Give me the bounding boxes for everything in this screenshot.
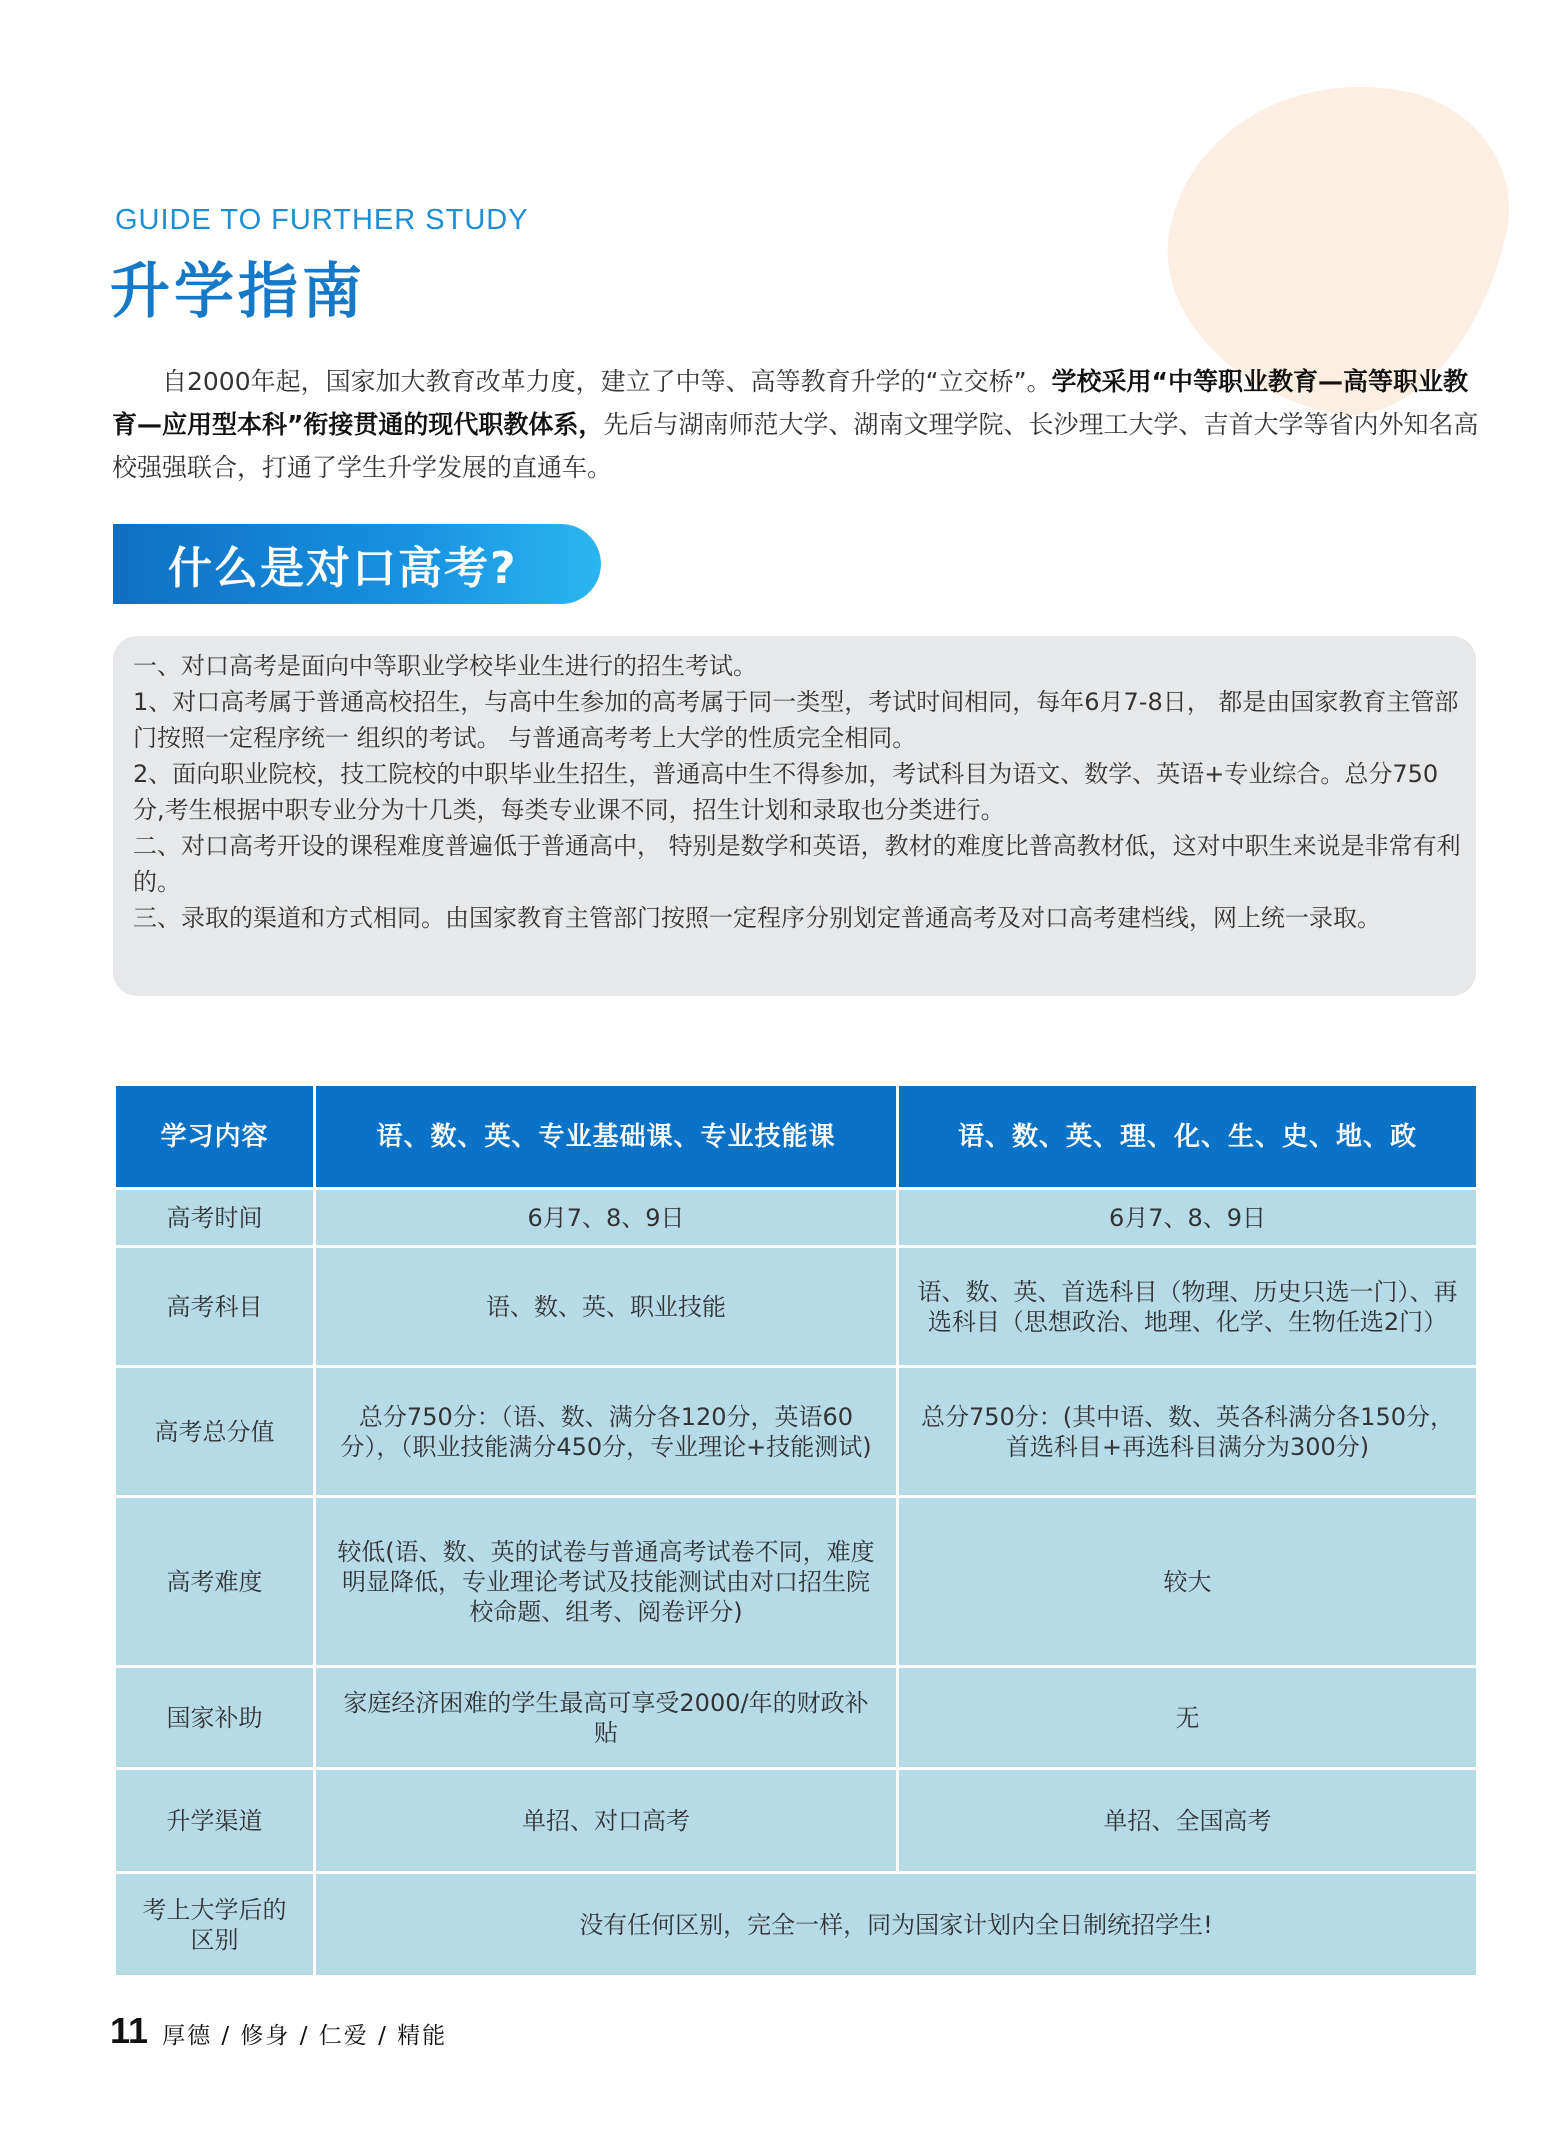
- table-cell: 6月7、8、9日: [898, 1189, 1478, 1247]
- table-cell: 单招、全国高考: [898, 1769, 1478, 1873]
- table-row: [115, 1367, 1478, 1497]
- table-cell: 6月7、8、9日: [315, 1189, 898, 1247]
- explain-line: 三、录取的渠道和方式相同。由国家教育主管部门按照一定程序分别划定普通高考及对口高考建档线，网上统一录取。: [133, 904, 1381, 932]
- row-head: 高考科目: [115, 1247, 315, 1367]
- page-footer: [110, 2010, 447, 2052]
- explanation-box: [113, 636, 1476, 996]
- table-header-cell: 语、数、英、专业基础课、专业技能课: [315, 1085, 898, 1189]
- row-head: 国家补助: [115, 1667, 315, 1769]
- table-cell: 没有任何区别，完全一样，同为国家计划内全日制统招学生!: [315, 1873, 1478, 1977]
- table-cell: 总分750分：(其中语、数、英各科满分各150分， 首选科目+再选科目满分为300分): [898, 1367, 1478, 1497]
- explain-line: 二、对口高考开设的课程难度普遍低于普通高中， 特别是数学和英语，教材的难度比普高教材低，这对中职生来说是非常有利的。: [133, 832, 1461, 896]
- section-eyebrow: GUIDE TO FURTHER STUDY: [115, 204, 529, 236]
- table-cell: 较大: [898, 1497, 1478, 1667]
- row-head: 升学渠道: [115, 1769, 315, 1873]
- explain-line: 1、对口高考属于普通高校招生，与高中生参加的高考属于同一类型，考试时间相同，每年6月7-8日， 都是由国家教育主管部门按照一定程序统一 组织的考试。 与普通高考考上大学的性质完全相同。: [133, 688, 1459, 752]
- intro-text-1: 自2000年起，国家加大教育改革力度，建立了中等、高等教育升学的“立交桥”。: [162, 367, 1052, 396]
- table-row: [115, 1769, 1478, 1873]
- table-header-cell: 语、数、英、理、化、生、史、地、政: [898, 1085, 1478, 1189]
- row-head: 高考总分值: [115, 1367, 315, 1497]
- table-cell: 语、数、英、首选科目（物理、历史只选一门）、再选科目（思想政治、地理、化学、生物任选2门）: [898, 1247, 1478, 1367]
- row-head: 考上大学后的区别: [115, 1873, 315, 1977]
- row-head: 高考时间: [115, 1189, 315, 1247]
- intro-text-2: 先后与湖南师范大学、湖南文理学院、长沙理工大学、吉首大学等省内外知名高校强强联合，打通了学生升学发展的直通车。: [112, 410, 1479, 482]
- page-title: 升学指南: [110, 257, 366, 327]
- table-row: [115, 1189, 1478, 1247]
- table-row: [115, 1667, 1478, 1769]
- table-cell: 语、数、英、职业技能: [315, 1247, 898, 1367]
- comparison-table: [113, 1083, 1479, 1978]
- explain-line: 一、对口高考是面向中等职业学校毕业生进行的招生考试。: [133, 652, 757, 680]
- table-cell: 较低(语、数、英的试卷与普通高考试卷不同，难度明显降低，专业理论考试及技能测试由对口招生院校命题、组考、阅卷评分): [315, 1497, 898, 1667]
- table-cell: 家庭经济困难的学生最高可享受2000/年的财政补贴: [315, 1667, 898, 1769]
- table-row: [115, 1247, 1478, 1367]
- section-heading-banner: [113, 524, 601, 604]
- table-row: [115, 1873, 1478, 1977]
- table-cell: 总分750分：（语、数、满分各120分，英语60分），（职业技能满分450分，专业理论+技能测试): [315, 1367, 898, 1497]
- page-number: 11: [110, 2010, 149, 2051]
- table-cell: 单招、对口高考: [315, 1769, 898, 1873]
- table-header-row: [115, 1085, 1478, 1189]
- school-motto: 厚德 / 修身 / 仁爱 / 精能: [162, 2023, 448, 2049]
- intro-text-bold: 学校采用“中等职业教育—高等职业教育—应用型本科”衔接贯通的现代职教体系，: [112, 367, 1468, 439]
- section-heading: 什么是对口高考?: [168, 543, 518, 594]
- explain-line: 2、面向职业院校，技工院校的中职毕业生招生，普通高中生不得参加，考试科目为语文、数学、英语+专业综合。总分750分,考生根据中职专业分为十几类，每类专业课不同，招生计划和录取也分类进行。: [133, 760, 1439, 824]
- table-cell: 无: [898, 1667, 1478, 1769]
- table-header-cell: 学习内容: [115, 1085, 315, 1189]
- table-row: [115, 1497, 1478, 1667]
- row-head: 高考难度: [115, 1497, 315, 1667]
- intro-paragraph: [112, 360, 1482, 489]
